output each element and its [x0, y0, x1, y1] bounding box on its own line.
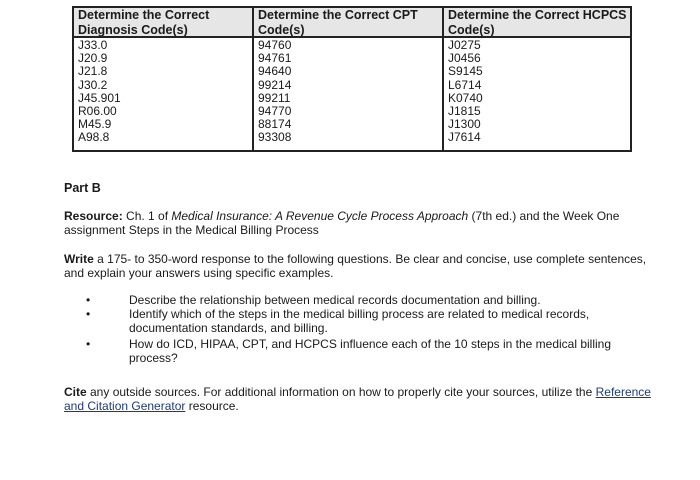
- code-item: J1815: [448, 104, 481, 119]
- header-line: Diagnosis Code(s): [78, 23, 188, 37]
- code-item: J1300: [448, 117, 481, 132]
- cite-text: any outside sources. For additional information on how to properly cite your sources, utilize the: [86, 385, 596, 399]
- code-item: 94760: [258, 38, 292, 52]
- code-item: J0275: [448, 38, 481, 52]
- write-paragraph: [64, 252, 654, 280]
- diagnosis-column-header: [74, 6, 252, 38]
- code-item: 94640: [258, 64, 292, 79]
- resource-text: (7th ed.) and the Week One assignment Steps in the Medical Billing Process: [64, 209, 620, 237]
- list-item-text: Describe the relationship between medical records documentation and billing.: [129, 293, 541, 307]
- code-item: 99211: [258, 90, 291, 105]
- code-item: M45.9: [78, 117, 112, 132]
- code-item: R06.00: [78, 104, 117, 119]
- code-item: J7614: [448, 130, 481, 145]
- list-item: [86, 293, 646, 307]
- codes-table: [72, 6, 632, 152]
- header-line: Code(s): [258, 23, 305, 37]
- cite-paragraph: [64, 385, 654, 413]
- code-item: S9145: [448, 64, 483, 79]
- cite-label: Cite: [64, 385, 87, 399]
- header-line: Determine the Correct: [78, 8, 210, 22]
- bullet-marker: •: [86, 337, 91, 351]
- list-item: [86, 307, 646, 335]
- write-text: a 175- to 350-word response to the following questions. Be clear and concise, use complete sentences, and explain your answers using specific examples.: [64, 252, 647, 280]
- resource-text: Ch. 1 of: [122, 209, 172, 223]
- cpt-column-header: [254, 6, 442, 38]
- code-item: J21.8: [78, 64, 108, 79]
- write-label: Write: [64, 252, 94, 266]
- bullet-marker: •: [86, 293, 91, 307]
- cpt-code-list: [254, 38, 442, 145]
- code-item: J33.0: [78, 38, 108, 52]
- list-item-text: Identify which of the steps in the medical billing process are related to medical records, documentation standards, and billing.: [129, 307, 590, 335]
- code-item: J45.901: [78, 90, 121, 105]
- hcpcs-code-list: [444, 38, 630, 145]
- cite-text: resource.: [185, 399, 239, 413]
- list-item: [86, 337, 646, 365]
- citation-generator-link[interactable]: Reference and Citation Generator: [64, 385, 651, 413]
- header-line: Determine the Correct CPT: [258, 8, 418, 22]
- hcpcs-column-header: [444, 6, 630, 38]
- resource-book-title: Medical Insurance: A Revenue Cycle Process Approach: [171, 209, 469, 223]
- resource-label: Resource:: [64, 209, 123, 223]
- diagnosis-code-list: [74, 38, 252, 145]
- code-item: 99214: [258, 77, 292, 92]
- header-line: Determine the Correct HCPCS: [448, 8, 627, 22]
- hcpcs-column: [444, 8, 630, 150]
- bullet-marker: •: [86, 307, 91, 321]
- code-item: J0456: [448, 51, 481, 66]
- code-item: 94761: [258, 51, 292, 66]
- code-item: 93308: [258, 130, 292, 145]
- question-list: [86, 293, 646, 365]
- code-item: 88174: [258, 117, 292, 132]
- cpt-column: [254, 8, 444, 150]
- header-line: Code(s): [448, 23, 495, 37]
- part-b-heading: Part B: [64, 181, 101, 195]
- resource-paragraph: [64, 209, 654, 237]
- code-item: J20.9: [78, 51, 108, 66]
- code-item: K0740: [448, 90, 483, 105]
- code-item: 94770: [258, 104, 292, 119]
- diagnosis-column: [74, 8, 254, 150]
- code-item: A98.8: [78, 130, 110, 145]
- code-item: J30.2: [78, 77, 108, 92]
- list-item-text: How do ICD, HIPAA, CPT, and HCPCS influence each of the 10 steps in the medical billing process?: [129, 337, 612, 365]
- code-item: L6714: [448, 77, 482, 92]
